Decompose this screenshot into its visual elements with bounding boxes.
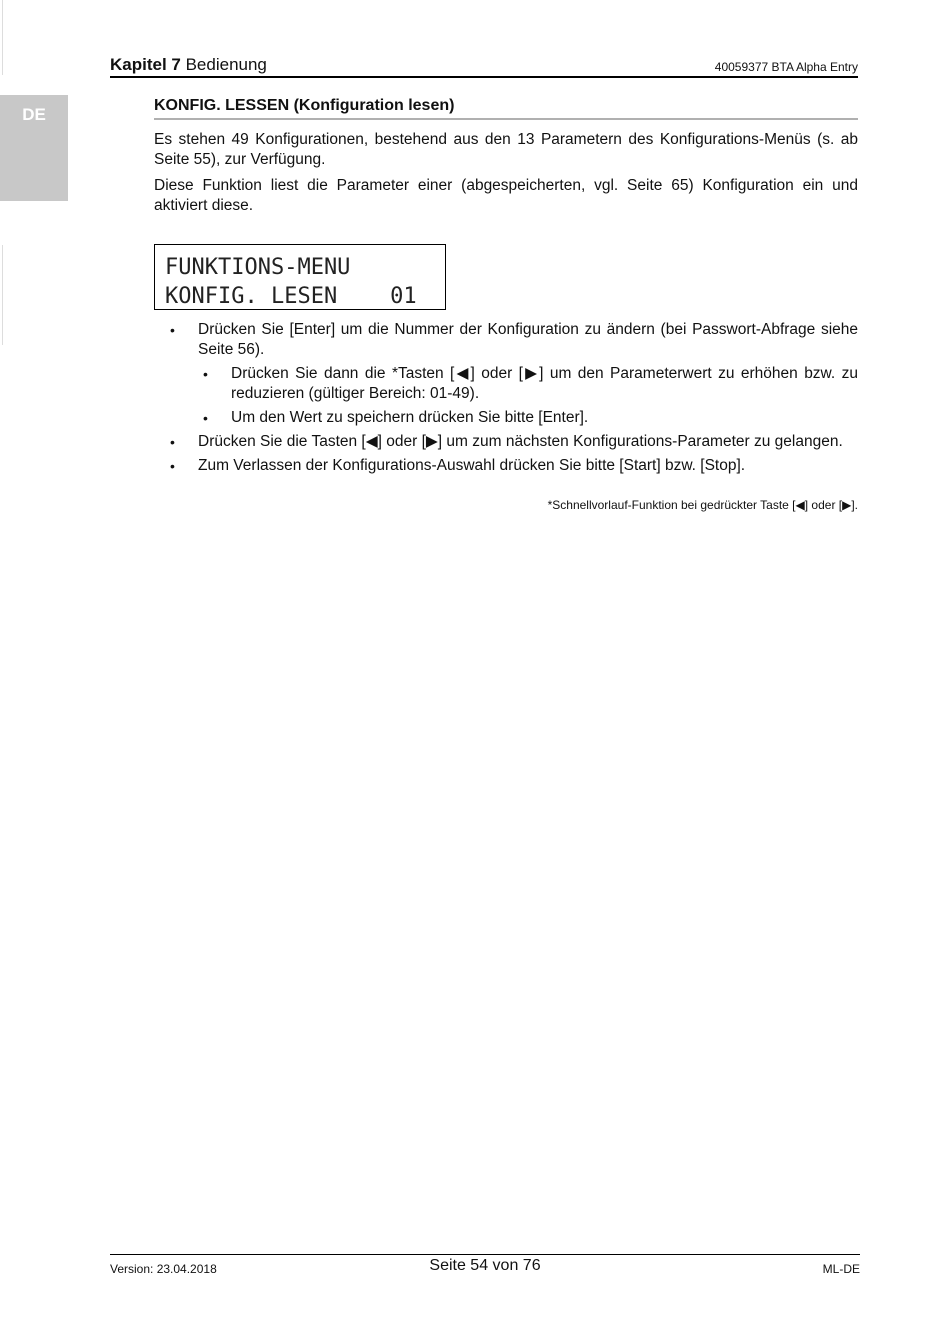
main-content	[154, 97, 858, 512]
function-paragraph: Diese Funktion liest die Parameter einer (abgespeicherten, vgl. Seite 65) Konfiguration ein und aktiviert diese.	[154, 177, 858, 214]
list-item-text: Drücken Sie [Enter] um die Nummer der Konfiguration zu ändern (bei Passwort-Abfrage siehe Seite 56).	[198, 321, 858, 358]
page-edge-line-mid	[2, 245, 3, 345]
chapter-heading	[110, 55, 267, 75]
page-header	[110, 54, 858, 78]
list-item: • Drücken Sie die Tasten [◀] oder [▶] um zum nächsten Konfigurations-Parameter zu gelangen.	[154, 432, 858, 452]
document-id: 40059377 BTA Alpha Entry	[714, 60, 858, 74]
chapter-number: Kapitel 7	[110, 55, 181, 74]
list-item	[154, 320, 858, 428]
footnote: *Schnellvorlauf-Funktion bei gedrückter Taste [◀] oder [▶].	[547, 498, 858, 512]
section-title: KONFIG. LESSEN (Konfiguration lesen)	[154, 97, 858, 120]
list-item: • Zum Verlassen der Konfigurations-Auswahl drücken Sie bitte [Start] bzw. [Stop].	[154, 456, 858, 476]
page-number: Seite 54 von 76	[429, 1257, 541, 1274]
instruction-list	[154, 320, 858, 476]
page-edge-line-top	[2, 0, 3, 75]
language-code: ML-DE	[822, 1262, 860, 1276]
version-label: Version: 23.04.2018	[110, 1262, 217, 1276]
page-footer	[110, 1254, 860, 1285]
list-item: • Drücken Sie dann die *Tasten [◀] oder [▶] um den Parameterwert zu erhöhen bzw. zu reduzieren (gültiger Bereich: 01-49).	[198, 364, 858, 404]
intro-paragraph: Es stehen 49 Konfigurationen, bestehend aus den 13 Parametern des Konfigurations-Menüs (s. ab Seite 55), zur Verfügung.	[154, 131, 858, 168]
sub-instruction-list	[198, 364, 858, 428]
chapter-title: Bedienung	[185, 55, 267, 74]
language-tab	[0, 95, 68, 201]
list-item: • Um den Wert zu speichern drücken Sie bitte [Enter].	[198, 408, 858, 428]
lcd-display	[154, 244, 446, 310]
lcd-line-2: KONFIG. LESEN 01	[165, 284, 417, 309]
language-tab-label: DE	[22, 105, 46, 124]
lcd-line-1: FUNKTIONS-MENU	[165, 255, 351, 280]
